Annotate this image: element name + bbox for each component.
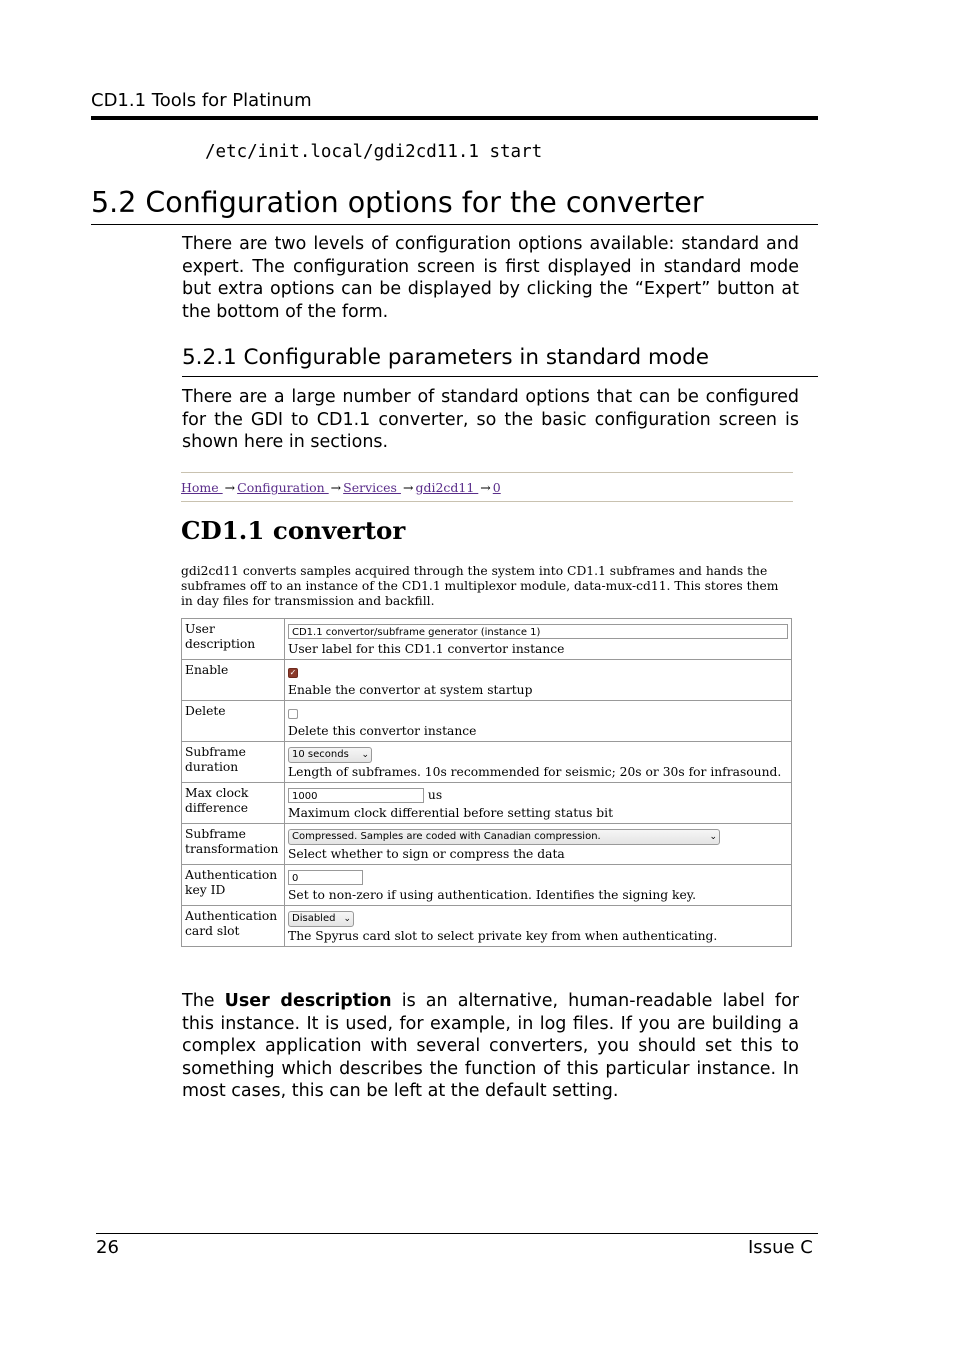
page-description: gdi2cd11 converts samples acquired through the system into CD1.1 subframes and hands the subframes off to an instance of the CD1.1 multiplexor module, data-mux-cd11. This stores them in day files for transmission and backfill.: [181, 564, 779, 608]
issue-label: Issue C: [748, 1237, 813, 1258]
delete-checkbox[interactable]: [288, 709, 298, 719]
row-label: Subframe transformation: [182, 824, 285, 865]
user-description-input[interactable]: CD1.1 convertor/subframe generator (instance 1): [288, 624, 788, 639]
max-clock-input[interactable]: 1000: [288, 788, 424, 803]
breadcrumb-configuration[interactable]: Configuration: [237, 480, 329, 495]
breadcrumb-gdi2cd11[interactable]: gdi2cd11: [415, 480, 479, 495]
table-row: [182, 783, 792, 824]
subframe-duration-select[interactable]: [288, 747, 372, 763]
table-row: [182, 660, 792, 701]
row-label: Delete: [182, 701, 285, 742]
closing-rest: is an alternative, human-readable label for this instance. It is used, for example, in log files. If you are building a complex application with several converters, you should set this to something which describes the function of this particular instance. In most cases, this can be left at the default setting.: [182, 991, 799, 1102]
row-help: Set to non-zero if using authentication. Identifies the signing key.: [288, 888, 696, 902]
table-row: [182, 906, 792, 947]
table-row: [182, 742, 792, 783]
row-label: Enable: [182, 660, 285, 701]
subframe-transformation-select[interactable]: [288, 829, 720, 845]
page-number: 26: [96, 1237, 119, 1258]
footer-rule: [96, 1233, 818, 1234]
subsection-intro: There are a large number of standard options that can be configured for the GDI to CD1.1 converter, so the basic configuration screen is shown here in sections.: [182, 387, 799, 453]
chevron-down-icon: ⌄: [361, 750, 369, 760]
breadcrumb-arrow: →: [402, 480, 414, 495]
closing-lead: The: [182, 991, 225, 1011]
breadcrumb: [181, 480, 501, 495]
row-help: Delete this convertor instance: [288, 724, 477, 738]
section-heading: 5.2 Configuration options for the converter: [91, 186, 704, 219]
section-rule: [91, 224, 818, 225]
row-label: Subframe duration: [182, 742, 285, 783]
command-line: /etc/init.local/gdi2cd11.1 start: [205, 142, 543, 162]
select-value: Compressed. Samples are coded with Canadian compression.: [292, 831, 601, 842]
closing-term: User description: [224, 991, 392, 1011]
unit-label: us: [427, 788, 443, 802]
breadcrumb-instance[interactable]: 0: [492, 480, 501, 495]
table-row: [182, 865, 792, 906]
breadcrumb-services[interactable]: Services: [343, 480, 401, 495]
table-row: [182, 619, 792, 660]
header-rule: [91, 116, 818, 120]
breadcrumb-home[interactable]: Home: [181, 480, 223, 495]
auth-key-input[interactable]: 0: [288, 870, 363, 885]
breadcrumb-bottom-rule: [181, 501, 793, 502]
subsection-rule: [182, 376, 818, 377]
breadcrumb-arrow: →: [480, 480, 491, 495]
row-label: Authentication card slot: [182, 906, 285, 947]
section-intro: There are two levels of configuration options available: standard and expert. The configuration screen is first displayed in standard mode but extra options can be displayed by clicking the “Expert” button at the bottom of the form.: [182, 234, 799, 322]
enable-checkbox[interactable]: ✓: [289, 667, 297, 677]
table-row: [182, 824, 792, 865]
select-value: Disabled: [292, 913, 336, 924]
subsection-heading: 5.2.1 Configurable parameters in standard mode: [182, 345, 709, 370]
table-row: [182, 701, 792, 742]
row-help: Length of subframes. 10s recommended for seismic; 20s or 30s for infrasound.: [288, 765, 782, 779]
breadcrumb-arrow: →: [224, 480, 236, 495]
chevron-down-icon: ⌄: [709, 832, 717, 842]
row-help: Enable the convertor at system startup: [288, 683, 533, 697]
row-help: User label for this CD1.1 convertor instance: [288, 642, 565, 656]
breadcrumb-arrow: →: [330, 480, 342, 495]
breadcrumb-top-rule: [181, 472, 793, 473]
row-label: Authentication key ID: [182, 865, 285, 906]
auth-card-slot-select[interactable]: [288, 911, 354, 927]
config-table: [181, 618, 792, 947]
select-value: 10 seconds: [292, 749, 349, 760]
closing-paragraph: [182, 990, 799, 1103]
row-help: Select whether to sign or compress the data: [288, 847, 565, 861]
row-label: User description: [182, 619, 285, 660]
chevron-down-icon: ⌄: [343, 914, 351, 924]
page-title: CD1.1 convertor: [181, 516, 406, 545]
row-label: Max clock difference: [182, 783, 285, 824]
row-help: The Spyrus card slot to select private key from when authenticating.: [288, 929, 718, 943]
row-help: Maximum clock differential before setting status bit: [288, 806, 614, 820]
running-header: CD1.1 Tools for Platinum: [91, 90, 312, 111]
